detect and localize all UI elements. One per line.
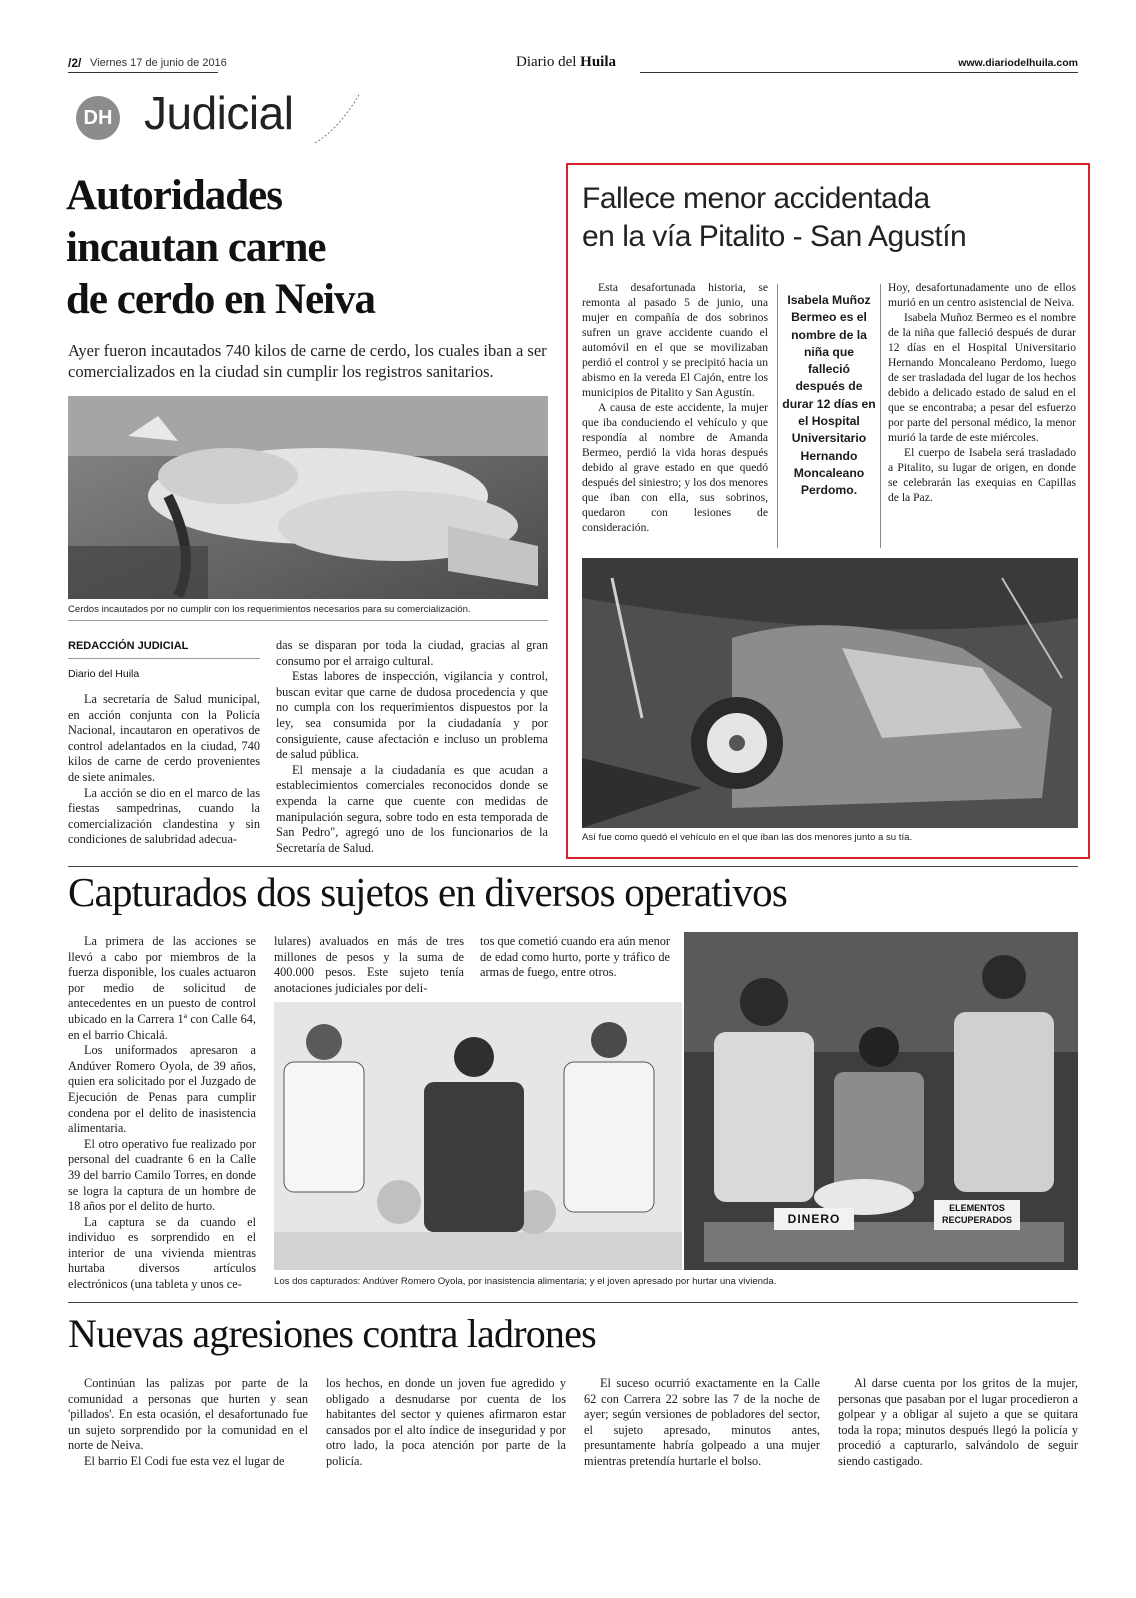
carne-source: Diario del Huila bbox=[68, 668, 140, 680]
sign-elementos-line2: RECUPERADOS bbox=[941, 1215, 1012, 1225]
fallece-photo bbox=[582, 558, 1078, 828]
carne-headline-line2: incautan carne bbox=[66, 224, 326, 271]
agresiones-headline: Nuevas agresiones contra ladrones bbox=[68, 1311, 596, 1356]
section-logo-text: DH bbox=[83, 107, 113, 129]
capturados-col1-para: La primera de las acciones se llevó a cabo por miembros de la fuerza disponible, los cuales actuaron por medio de solicitud de antecedentes en un puesto de control ubicado en la Carrera 1ª con Calle 64, en el barrio Chicalá. bbox=[68, 934, 256, 1042]
fallece-col1-para: A causa de este accidente, la mujer que iba conduciendo el vehículo y que respondía al nombre de Amanda Bermeo, perdió la vida horas después debido al grave estado en que quedó después del siniestro; y los dos menores que iban con ella, sus sobrinos, quedaron con lesiones de consideración. bbox=[582, 401, 768, 534]
capturados-photo-caption: Los dos capturados: Andúver Romero Oyola, por inasistencia alimentaria; y el joven apresado por hurtar una vivienda. bbox=[274, 1276, 777, 1287]
agresiones-col2-para: los hechos, en donde un joven fue agredido y obligado a desnudarse por cuenta de los habitantes del sector y quienes afirmaron estar cansados por el alto índice de inseguridad y por otro lado, la poca atención por parte de la policía. bbox=[326, 1376, 566, 1468]
capturados-column-2 bbox=[274, 934, 464, 996]
fallece-col3-para: El cuerpo de Isabela será trasladado a Pitalito, su lugar de origen, en donde se celebrarán las exequias en Capillas de la Paz. bbox=[888, 446, 1076, 504]
agresiones-top-rule bbox=[68, 1302, 1078, 1303]
capturados-col1-para: El otro operativo fue realizado por personal del cuadrante 6 en la Calle 39 del barrio Camilo Torres, en donde se logra la captura de un hombre de 18 años por el delito de hurto. bbox=[68, 1136, 256, 1214]
page-number: /2/ bbox=[68, 56, 82, 70]
capturados-col1-para: La captura se da cuando el individuo es sorprendido en el interior de una vivienda mientras hurtaba diversos artículos electrónicos (una tableta y unos ce- bbox=[68, 1214, 256, 1292]
masthead-prefix: Diario del bbox=[516, 54, 577, 70]
capturados-photo-2 bbox=[684, 932, 1078, 1270]
website-url: www.diariodelhuila.com bbox=[958, 57, 1078, 69]
capturados-column-1 bbox=[68, 934, 256, 1293]
fallece-pullquote-rule-right bbox=[880, 284, 881, 548]
capturados-photo-1 bbox=[274, 1002, 682, 1270]
agresiones-col3-para: El suceso ocurrió exactamente en la Calle 62 con Carrera 22 sobre las 7 de la noche de ayer; según versiones de pobladores del sector, el sujeto apresado, minutos antes, presuntamente habría golpeado a una mujer mientras pretendía hurtarle el bolso. bbox=[584, 1376, 820, 1468]
agresiones-column-4 bbox=[838, 1376, 1078, 1470]
sign-dinero: DINERO bbox=[774, 1208, 854, 1230]
fallece-photo-caption: Así fue como quedó el vehículo en el que iban las dos menores junto a su tía. bbox=[582, 832, 913, 843]
fallece-headline-line2: en la vía Pitalito - San Agustín bbox=[582, 220, 967, 253]
agresiones-column-2 bbox=[326, 1376, 566, 1470]
section-logo bbox=[76, 96, 120, 140]
carne-column-2 bbox=[276, 638, 548, 856]
agresiones-col4-para: Al darse cuenta por los gritos de la mujer, personas que pasaban por el lugar procedieron a golpear y a obligar al sujeto a que se quitara toda la ropa; minutos después llegó la policía y procedió a capturarlo, salvándolo de seguir siendo castigado. bbox=[838, 1376, 1078, 1468]
fallece-column-3 bbox=[888, 280, 1076, 505]
capturados-top-rule bbox=[68, 866, 1078, 867]
masthead-name: Huila bbox=[580, 54, 617, 70]
carne-col2-para: Estas labores de inspección, vigilancia y control, buscan evitar que carne de dudosa procedencia y que no cumpla con los requerimientos dispuestos por la ley, sea consumida por la ciudadanía y por consiguiente, cause afectación e incluso un problema de salud pública. bbox=[276, 669, 548, 762]
carne-col2-para: El mensaje a la ciudadanía es que acudan a establecimientos comerciales reconocidos donde se expenda la carne que cuente con medidas de manipulación segura, sobre todo en esta temporada de San Pedro", agregó uno de los funcionarios de la Secretaría de Salud. bbox=[276, 762, 548, 855]
carne-col2-para: das se disparan por toda la ciudad, gracias al gran consumo por el arraigo cultural. bbox=[276, 638, 548, 668]
section-decoration bbox=[310, 88, 370, 148]
carne-lede: Ayer fueron incautados 740 kilos de carne de cerdo, los cuales iban a ser comercializados en la ciudad sin cumplir los registros sanitarios. bbox=[68, 341, 547, 381]
agresiones-col1-para: Continúan las palizas por parte de la comunidad a personas que hurten y sean 'pillados'. En esta ocasión, el desafortunado fue un sujeto sorprendido por la comunidad en el norte de Neiva. bbox=[68, 1376, 308, 1453]
carne-col1-para: La secretaría de Salud municipal, en acción conjunta con la Policía Nacional, incautaron en operativos de control adelantados en la ciudad, 740 kilos de carne de cerdo provenientes de siete animales. bbox=[68, 692, 260, 784]
agresiones-column-3 bbox=[584, 1376, 820, 1470]
fallece-headline bbox=[582, 180, 1082, 256]
sign-elementos-line1: ELEMENTOS bbox=[949, 1203, 1005, 1213]
carne-column-1 bbox=[68, 692, 260, 848]
capturados-headline: Capturados dos sujetos en diversos operativos bbox=[68, 869, 787, 915]
carne-headline-line3: de cerdo en Neiva bbox=[66, 276, 376, 323]
capturados-col2-para: lulares) avaluados en más de tres millones de pesos y la suma de 400.000 pesos. Este sujeto tenía anotaciones judiciales por deli- bbox=[274, 934, 464, 995]
fallece-column-1 bbox=[582, 280, 768, 535]
fallece-col3-para: Hoy, desafortunadamente uno de ellos murió en un centro asistencial de Neiva. bbox=[888, 281, 1076, 309]
header-rule-right bbox=[640, 72, 1078, 73]
carne-photo-caption: Cerdos incautados por no cumplir con los requerimientos necesarios para su comercialización. bbox=[68, 604, 471, 615]
agresiones-col1-para: El barrio El Codi fue esta vez el lugar de bbox=[84, 1453, 285, 1468]
agresiones-column-1 bbox=[68, 1376, 308, 1470]
carne-col1-para: La acción se dio en el marco de las fiestas sampedrinas, cuando la comercialización clandestina y sin condiciones de salubridad adecua- bbox=[68, 785, 260, 847]
sign-elementos-recuperados bbox=[934, 1200, 1020, 1230]
capturados-col3-para: tos que cometió cuando era aún menor de edad como hurto, porte y tráfico de armas de fuego, entre otros. bbox=[480, 934, 670, 980]
section-title: Judicial bbox=[144, 87, 294, 139]
masthead bbox=[516, 54, 616, 71]
page-date: Viernes 17 de junio de 2016 bbox=[90, 57, 227, 69]
fallece-col1-para: Esta desafortunada historia, se remonta al pasado 5 de junio, una mujer en compañía de dos sobrinos sufren un grave accidente cuando el automóvil en el que se movilizaban perdió el control y se precipitó hacia un abismo en la vereda El Cajón, entre los municipios de Pitalito y San Agustín. bbox=[582, 281, 768, 399]
carne-caption-rule bbox=[68, 620, 548, 621]
carne-headline-line1: Autoridades bbox=[66, 172, 282, 219]
fallece-pullquote-rule-left bbox=[777, 284, 778, 548]
carne-headline bbox=[66, 170, 546, 326]
carne-byline-rule bbox=[68, 658, 260, 659]
capturados-column-3 bbox=[480, 934, 670, 981]
header-rule bbox=[68, 72, 218, 73]
fallece-col3-para: Isabela Muñoz Bermeo es el nombre de la niña que falleció después de durar 12 días en el Hospital Universitario Hernando Moncaleano Perdomo, luego de ser trasladada del lugar de los hechos debido a delicado estado de salud en el que se encontraba; a pesar del esfuerzo por parte del personal médico, la menor murió la tarde de este miércoles. bbox=[888, 311, 1076, 444]
capturados-col1-para: Los uniformados apresaron a Andúver Romero Oyola, de 39 años, quien era solicitado por el Juzgado de Ejecución de Penas para cumplir condena por el delito de inasistencia alimentaria. bbox=[68, 1043, 256, 1136]
carne-photo bbox=[68, 396, 548, 599]
carne-byline: REDACCIÓN JUDICIAL bbox=[68, 640, 189, 652]
fallece-headline-line1: Fallece menor accidentada bbox=[582, 182, 930, 215]
fallece-pullquote: Isabela Muñoz Bermeo es el nombre de la niña que falleció después de durar 12 días en el Hospital Universitario Hernando Moncaleano Perdomo. bbox=[782, 293, 876, 498]
